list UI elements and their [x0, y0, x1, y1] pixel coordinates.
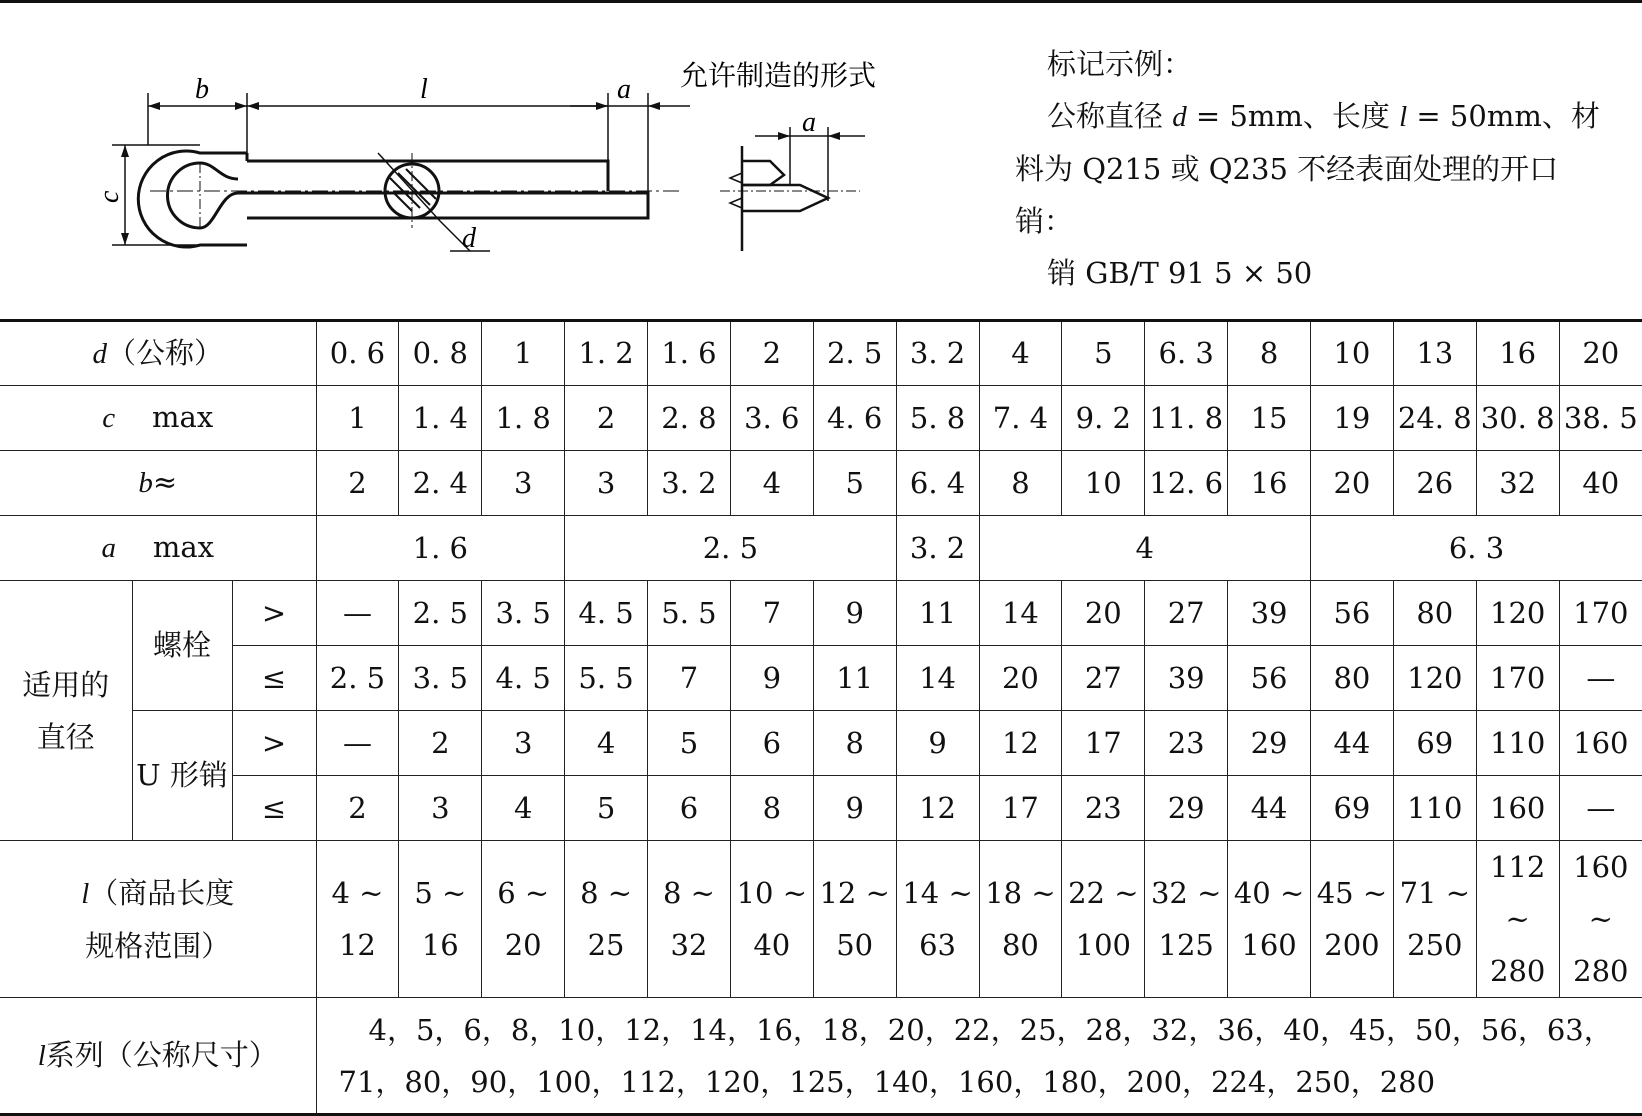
upin-gt-cell: 9 — [896, 711, 979, 776]
l-range-cell: 18 ~ 80 — [979, 841, 1062, 998]
d-value-cell: 10 — [1311, 321, 1394, 386]
marking-line-2: 料为 Q215 或 Q235 不经表面处理的开口 — [1015, 143, 1625, 195]
applicable-diameter-label: 适用的直径 — [0, 581, 132, 841]
marking-line-1: 公称直径 d = 5mm、长度 l = 50mm、材 — [1015, 90, 1625, 143]
a-value-cell: 4 — [979, 516, 1311, 581]
d-value-cell: 1 — [482, 321, 565, 386]
b-value-cell: 3 — [482, 451, 565, 516]
upin-le-cell: 23 — [1062, 776, 1145, 841]
upin-gt-cell: 17 — [1062, 711, 1145, 776]
b-value-cell: 2. 4 — [399, 451, 482, 516]
row-b-approx — [0, 451, 1642, 516]
b-value-cell: 6. 4 — [896, 451, 979, 516]
bolt-le-cell: 7 — [648, 646, 731, 711]
bolt-gt-cell: — — [316, 581, 399, 646]
row-upin-less-equal — [0, 776, 1642, 841]
upin-le-cell: 3 — [399, 776, 482, 841]
dim-c-label: c — [94, 190, 125, 203]
b-value-cell: 10 — [1062, 451, 1145, 516]
row-l-range — [0, 841, 1642, 998]
c-value-cell: 1. 8 — [482, 386, 565, 451]
d-value-cell: 13 — [1393, 321, 1476, 386]
dim-l-label: l — [420, 74, 428, 105]
upin-gt-cell: 12 — [979, 711, 1062, 776]
b-value-cell: 12. 6 — [1145, 451, 1228, 516]
b-value-cell: 3 — [565, 451, 648, 516]
l-range-cell: 12 ~ 50 — [813, 841, 896, 998]
d-value-cell: 6. 3 — [1145, 321, 1228, 386]
bolt-gt-cell: 3. 5 — [482, 581, 565, 646]
c-value-cell: 15 — [1228, 386, 1311, 451]
l-series-values: 4，5，6，8，10，12，14，16，18，20，22，25，28，32，36，40，45，50，56，63， 71，80，90，100，112，120，125，140，160，180，200，224，250，280 — [316, 998, 1642, 1115]
bolt-gt-cell: 7 — [730, 581, 813, 646]
upin-label: U 形销 — [132, 711, 232, 841]
bolt-le-cell: 4. 5 — [482, 646, 565, 711]
c-value-cell: 2 — [565, 386, 648, 451]
row-c-max — [0, 386, 1642, 451]
l-range-cell: 22 ~ 100 — [1062, 841, 1145, 998]
b-value-cell: 8 — [979, 451, 1062, 516]
d-value-cell: 2 — [730, 321, 813, 386]
c-value-cell: 5. 8 — [896, 386, 979, 451]
c-value-cell: 2. 8 — [648, 386, 731, 451]
b-value-cell: 4 — [730, 451, 813, 516]
bolt-le-cell: 14 — [896, 646, 979, 711]
d-value-cell: 1. 2 — [565, 321, 648, 386]
marking-example — [1015, 38, 1625, 299]
less-equal-symbol: ≤ — [232, 646, 316, 711]
bolt-gt-cell: 11 — [896, 581, 979, 646]
b-value-cell: 20 — [1311, 451, 1394, 516]
b-value-cell: 16 — [1228, 451, 1311, 516]
row-bolt-greater — [0, 581, 1642, 646]
upin-gt-cell: 2 — [399, 711, 482, 776]
c-value-cell: 7. 4 — [979, 386, 1062, 451]
upin-gt-cell: 110 — [1476, 711, 1559, 776]
c-value-cell: 1 — [316, 386, 399, 451]
d-value-cell: 4 — [979, 321, 1062, 386]
upin-gt-cell: 3 — [482, 711, 565, 776]
l-range-cell: 160 ~ 280 — [1559, 841, 1642, 998]
bolt-le-cell: — — [1559, 646, 1642, 711]
bolt-le-cell: 39 — [1145, 646, 1228, 711]
upin-le-cell: 5 — [565, 776, 648, 841]
upin-le-cell: 17 — [979, 776, 1062, 841]
upin-le-cell: 69 — [1311, 776, 1394, 841]
bolt-gt-cell: 5. 5 — [648, 581, 731, 646]
dim-d-label: d — [462, 223, 477, 254]
bolt-gt-cell: 14 — [979, 581, 1062, 646]
variant-label: 允许制造的形式 — [680, 59, 876, 92]
marking-designation: 销 GB/T 91 5 × 50 — [1015, 247, 1625, 299]
upin-le-cell: 2 — [316, 776, 399, 841]
row-upin-greater — [0, 711, 1642, 776]
bolt-gt-cell: 9 — [813, 581, 896, 646]
a-value-cell: 2. 5 — [565, 516, 897, 581]
upin-gt-cell: 44 — [1311, 711, 1394, 776]
d-value-cell: 0. 8 — [399, 321, 482, 386]
l-range-cell: 5 ~ 16 — [399, 841, 482, 998]
bolt-gt-cell: 27 — [1145, 581, 1228, 646]
row-header-a: a max — [0, 516, 316, 581]
d-value-cell: 0. 6 — [316, 321, 399, 386]
row-header-b: b≈ — [0, 451, 316, 516]
variant-dim-a-label: a — [802, 107, 816, 138]
c-value-cell: 3. 6 — [730, 386, 813, 451]
upin-le-cell: 6 — [648, 776, 731, 841]
bolt-le-cell: 56 — [1228, 646, 1311, 711]
row-header-c: c max — [0, 386, 316, 451]
bolt-gt-cell: 39 — [1228, 581, 1311, 646]
bolt-gt-cell: 120 — [1476, 581, 1559, 646]
b-value-cell: 40 — [1559, 451, 1642, 516]
d-value-cell: 16 — [1476, 321, 1559, 386]
bolt-gt-cell: 20 — [1062, 581, 1145, 646]
pin-eye-outer — [138, 151, 247, 247]
bolt-gt-cell: 2. 5 — [399, 581, 482, 646]
c-value-cell: 11. 8 — [1145, 386, 1228, 451]
upin-gt-cell: 160 — [1559, 711, 1642, 776]
l-range-cell: 45 ~ 200 — [1311, 841, 1394, 998]
c-value-cell: 4. 6 — [813, 386, 896, 451]
upin-le-cell: 29 — [1145, 776, 1228, 841]
bolt-le-cell: 9 — [730, 646, 813, 711]
upin-gt-cell: 8 — [813, 711, 896, 776]
bolt-gt-cell: 56 — [1311, 581, 1394, 646]
bolt-le-cell: 27 — [1062, 646, 1145, 711]
row-a-max — [0, 516, 1642, 581]
row-header-d: d（公称） — [0, 321, 316, 386]
c-value-cell: 9. 2 — [1062, 386, 1145, 451]
d-value-cell: 1. 6 — [648, 321, 731, 386]
bolt-le-cell: 20 — [979, 646, 1062, 711]
bolt-le-cell: 3. 5 — [399, 646, 482, 711]
upin-le-cell: 44 — [1228, 776, 1311, 841]
upin-le-cell: 9 — [813, 776, 896, 841]
bolt-le-cell: 170 — [1476, 646, 1559, 711]
l-range-cell: 4 ~ 12 — [316, 841, 399, 998]
greater-than-symbol: > — [232, 711, 316, 776]
pin-lower-leg — [238, 193, 648, 218]
dim-b-label: b — [195, 74, 209, 105]
d-value-cell: 8 — [1228, 321, 1311, 386]
marking-line-3: 销： — [1015, 195, 1625, 247]
l-range-cell: 112 ~ 280 — [1476, 841, 1559, 998]
split-pin-dimension-table — [0, 319, 1642, 1116]
c-value-cell: 19 — [1311, 386, 1394, 451]
upin-gt-cell: 6 — [730, 711, 813, 776]
bolt-le-cell: 11 — [813, 646, 896, 711]
split-pin-drawing — [0, 3, 960, 303]
bolt-label: 螺栓 — [132, 581, 232, 711]
row-d-nominal — [0, 321, 1642, 386]
upin-gt-cell: — — [316, 711, 399, 776]
bolt-le-cell: 120 — [1393, 646, 1476, 711]
b-value-cell: 5 — [813, 451, 896, 516]
pin-eye-inner — [168, 163, 239, 228]
l-range-cell: 32 ~ 125 — [1145, 841, 1228, 998]
c-value-cell: 30. 8 — [1476, 386, 1559, 451]
d-value-cell: 20 — [1559, 321, 1642, 386]
dim-a-label: a — [617, 74, 631, 105]
variant-detail — [730, 146, 828, 251]
c-value-cell: 38. 5 — [1559, 386, 1642, 451]
b-value-cell: 3. 2 — [648, 451, 731, 516]
upin-gt-cell: 5 — [648, 711, 731, 776]
bolt-gt-cell: 4. 5 — [565, 581, 648, 646]
row-header-series: l系列（公称尺寸） — [0, 998, 316, 1115]
a-value-cell: 3. 2 — [896, 516, 979, 581]
less-equal-symbol: ≤ — [232, 776, 316, 841]
l-range-cell: 8 ~ 25 — [565, 841, 648, 998]
upin-le-cell: 8 — [730, 776, 813, 841]
greater-than-symbol: > — [232, 581, 316, 646]
upin-le-cell: 4 — [482, 776, 565, 841]
upin-le-cell: 110 — [1393, 776, 1476, 841]
b-value-cell: 26 — [1393, 451, 1476, 516]
bolt-le-cell: 80 — [1311, 646, 1394, 711]
bolt-gt-cell: 80 — [1393, 581, 1476, 646]
upin-gt-cell: 29 — [1228, 711, 1311, 776]
bolt-le-cell: 2. 5 — [316, 646, 399, 711]
row-bolt-less-equal — [0, 646, 1642, 711]
upin-le-cell: 12 — [896, 776, 979, 841]
l-range-cell: 14 ~ 63 — [896, 841, 979, 998]
row-header-l: l（商品长度 规格范围） — [0, 841, 316, 998]
l-range-cell: 8 ~ 32 — [648, 841, 731, 998]
bolt-le-cell: 5. 5 — [565, 646, 648, 711]
marking-title: 标记示例： — [1015, 38, 1625, 90]
b-value-cell: 2 — [316, 451, 399, 516]
row-l-series — [0, 998, 1642, 1115]
a-value-cell: 6. 3 — [1311, 516, 1642, 581]
upin-gt-cell: 4 — [565, 711, 648, 776]
upin-gt-cell: 23 — [1145, 711, 1228, 776]
pin-upper-leg — [247, 161, 608, 191]
bolt-gt-cell: 170 — [1559, 581, 1642, 646]
c-value-cell: 1. 4 — [399, 386, 482, 451]
d-value-cell: 3. 2 — [896, 321, 979, 386]
c-value-cell: 24. 8 — [1393, 386, 1476, 451]
upin-le-cell: — — [1559, 776, 1642, 841]
d-value-cell: 5 — [1062, 321, 1145, 386]
l-range-cell: 71 ~ 250 — [1393, 841, 1476, 998]
l-range-cell: 10 ~ 40 — [730, 841, 813, 998]
l-range-cell: 6 ~ 20 — [482, 841, 565, 998]
a-value-cell: 1. 6 — [316, 516, 565, 581]
l-range-cell: 40 ~ 160 — [1228, 841, 1311, 998]
upin-gt-cell: 69 — [1393, 711, 1476, 776]
d-value-cell: 2. 5 — [813, 321, 896, 386]
upin-le-cell: 160 — [1476, 776, 1559, 841]
b-value-cell: 32 — [1476, 451, 1559, 516]
